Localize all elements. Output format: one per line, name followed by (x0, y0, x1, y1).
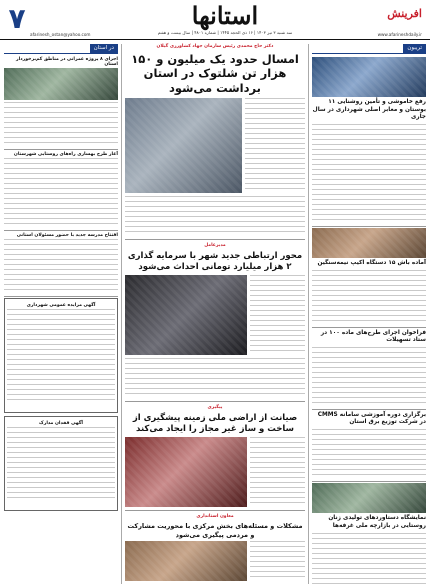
lead-title: رفع خاموشی و تأمین روشنایی ۱۱ بوستان و معابر اصلی شهرداری در سال جاری (312, 99, 426, 121)
ad-body (7, 309, 115, 404)
page-number: ۷ (8, 2, 26, 35)
ad-body (7, 427, 115, 502)
item4-title: آگهی مزایده عمومی شهرداری (26, 303, 96, 309)
item1-photo (4, 68, 118, 100)
second-body-continued (125, 358, 305, 398)
lead-body-continued (125, 196, 305, 236)
item2-body (4, 158, 118, 228)
second-photo (125, 275, 247, 355)
section-header (4, 44, 118, 54)
section-tag: تریبون (403, 44, 426, 53)
left-column (4, 44, 122, 584)
third-headline: صیانت از اراضی ملی زمینه پیشگیری از ساخت و ساز غیر مجاز را ایجاد می‌کند (132, 413, 298, 434)
second-headline: محور ارتباطی جدید شهر با سرمایه گذاری ۲ هزار میلیارد تومانی احداث می‌شود (127, 251, 303, 272)
lead-photo (312, 57, 426, 97)
item3-title: افتتاح مدرسه جدید با حضور مسئولان استانی (16, 232, 118, 238)
article3-body (312, 347, 426, 407)
item1-title: اجرای ۸ پروژه عمرانی در مناطق کم‌برخوردار استان (16, 57, 118, 67)
lead-photo (125, 98, 242, 193)
article4-title: برگزاری دوره آموزشی سامانه CMMS در شرکت توزیع برق استان (317, 411, 426, 426)
third-body (250, 437, 305, 507)
third-photo (125, 437, 247, 507)
second-kicker: مدیرعامل (204, 242, 226, 248)
lead-headline: امسال حدود یک میلیون و ۱۵۰ هزار تن شلتوک در استان برداشت می‌شود (131, 52, 299, 95)
fourth-headline: مشکلات و مسئله‌های بخش مرکزی با محوریت مشارکت و مردمی پیگیری می‌شود (127, 522, 303, 539)
masthead (0, 0, 430, 40)
website-link[interactable]: www.afarineshdaily.ir (377, 32, 422, 37)
ad-notice-1 (4, 298, 118, 413)
article5-title: نمایشگاه دستاوردهای تولیدی زنان روستایی در بازارچه ملی غرفه‌ها (328, 515, 426, 529)
issue-info: سه شنبه ۳ تیر ۱۴۰۳ | ۱۶ ذی الحجه ۱۴۴۵ | شماره ۴۸۰۱ | سال بیست و هفتم (157, 30, 293, 35)
section-header (312, 44, 426, 54)
third-kicker: پیگیری (207, 405, 223, 411)
article4-body (312, 429, 426, 479)
lead-kicker: دکتر حاج محمدی رئیس سازمان جهاد کشاورزی گیلان (156, 44, 274, 49)
fourth-body (250, 541, 305, 581)
lead-body (245, 98, 305, 193)
newspaper-brand: استانها (191, 1, 259, 30)
second-body (250, 275, 305, 355)
middle-column (125, 44, 305, 584)
section-tag: در استان (90, 44, 118, 53)
item3-body (4, 239, 118, 294)
article3-title: فراخوان اجرای طرح‌های ماده ۱۰۰ در ستاد تسهیلات (320, 329, 426, 344)
article2-photo (312, 228, 426, 258)
item5-title: آگهی فقدان مدارک (38, 421, 83, 427)
fourth-kicker: معاون استانداری (196, 514, 234, 520)
article2-title: آماده باش ۱۵ دستگاه اکیپ نیمه‌سنگین (317, 260, 426, 267)
ad-notice-2 (4, 416, 118, 511)
fourth-photo (125, 541, 247, 581)
item2-title: آغاز طرح بهسازی راه‌های روستایی شهرستان (13, 151, 118, 157)
article5-body (312, 533, 426, 586)
item1-body (4, 102, 118, 147)
publisher-logo: افرینش (387, 7, 422, 20)
right-column (308, 44, 426, 584)
article5-photo (312, 483, 426, 513)
article2-body (312, 270, 426, 325)
email-address[interactable]: afarinesh_ostan@yahoo.com (30, 32, 91, 37)
lead-body (312, 124, 426, 224)
